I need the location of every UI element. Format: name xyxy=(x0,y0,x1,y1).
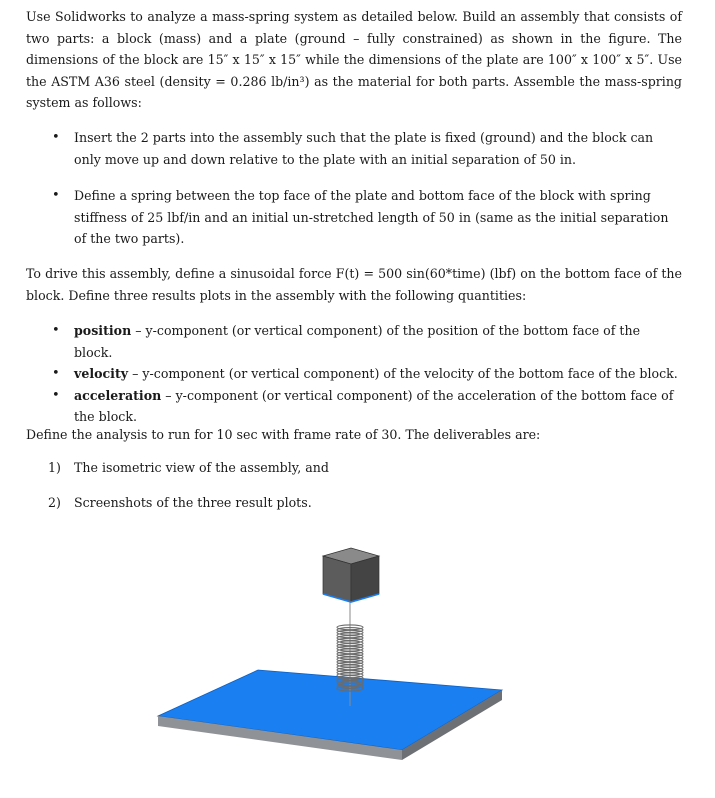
deliverable-text: The isometric view of the assembly, and xyxy=(74,460,329,475)
deliverables-list xyxy=(26,457,682,513)
assembly-steps-list xyxy=(26,127,682,250)
result-desc: – y-component (or vertical component) of the velocity of the bottom face of the block. xyxy=(128,366,678,381)
list-item xyxy=(26,385,682,428)
plate-top-face xyxy=(158,670,502,750)
deliverable-number: 2) xyxy=(48,494,61,510)
result-term: position xyxy=(74,323,132,338)
bullet-icon: • xyxy=(52,387,60,403)
result-desc: – y-component (or vertical component) of the position of the bottom face of the block. xyxy=(74,323,641,360)
bullet-icon: • xyxy=(52,130,60,145)
list-item xyxy=(26,185,682,250)
mass-spring-figure xyxy=(150,540,550,790)
list-item xyxy=(26,492,682,514)
bullet-icon: • xyxy=(52,323,60,338)
assembly-step-text: Insert the 2 parts into the assembly such that the plate is fixed (ground) and the block can only move up and down relative to the plate with an initial separation of 50 in. xyxy=(74,130,654,167)
drive-paragraph: To drive this assembly, define a sinusoidal force F(t) = 500 sin(60*time) (lbf) on the bottom face of the block. Define three results plots in the assembly with the following quantities: xyxy=(26,266,682,303)
plate xyxy=(158,670,502,760)
deliverable-text: Screenshots of the three result plots. xyxy=(74,494,312,510)
list-item xyxy=(26,320,682,363)
intro-paragraph: Use Solidworks to analyze a mass-spring system as detailed below. Build an assembly that consists of two parts: a block (mass) and a plate (ground – fully constrained) as shown in the figure. The dimensions of the block are 15″ x 15″ x 15″ while the dimensions of the plate are 100″ x 100″ x 5″. Use the ASTM A36 steel (density = 0.286 lb/in³) as the material for both parts. Assemble the mass-spring system as follows: xyxy=(26,9,682,110)
result-term: acceleration xyxy=(74,387,162,403)
bullet-icon: • xyxy=(52,366,60,381)
result-plots-list xyxy=(26,320,682,428)
block xyxy=(323,548,379,602)
result-term: velocity xyxy=(74,366,129,381)
result-desc: – y-component (or vertical component) of the acceleration of the bottom face of the block. xyxy=(74,387,674,424)
assembly-step-text: Define a spring between the top face of the plate and bottom face of the block with spring stiffness of 25 lbf/in and an initial un-stretched length of 50 in (same as the initial separation of the two parts). xyxy=(74,188,669,246)
list-item xyxy=(26,457,682,479)
analysis-paragraph: Define the analysis to run for 10 sec with frame rate of 30. The deliverables are: xyxy=(26,427,541,442)
bullet-icon: • xyxy=(52,188,60,203)
deliverable-number: 1) xyxy=(48,460,61,475)
list-item xyxy=(26,127,682,170)
list-item xyxy=(26,363,682,385)
